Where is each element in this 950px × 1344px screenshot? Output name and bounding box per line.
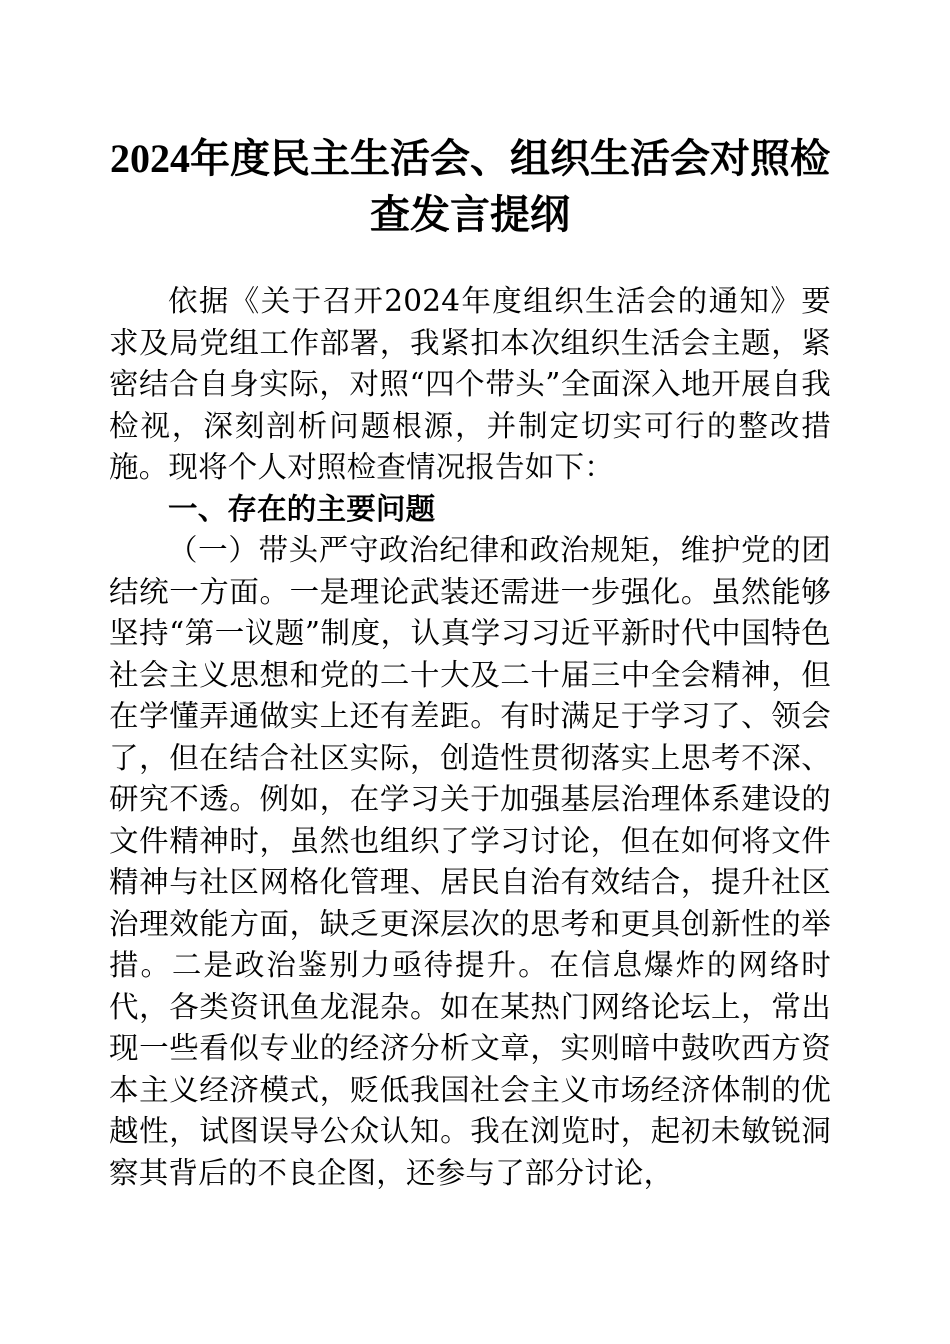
page-content [109,0,831,1194]
paragraph-item-one: （一）带头严守政治纪律和政治规矩，维护党的团结统一方面。一是理论武装还需进一步强化。虽然能够坚持“第一议题”制度，认真学习习近平新时代中国特色社会主义思想和党的二十大及二十届三中全会精神，但在学懂弄通做实上还有差距。有时满足于学习了、领会了，但在结合社区实际，创造性贯彻落实上思考不深、研究不透。例如，在学习关于加强基层治理体系建设的文件精神时，虽然也组织了学习讨论，但在如何将文件精神与社区网格化管理、居民自治有效结合，提升社区治理效能方面，缺乏更深层次的思考和更具创新性的举措。二是政治鉴别力亟待提升。在信息爆炸的网络时代，各类资讯鱼龙混杂。如在某热门网络论坛上，常出现一些看似专业的经济分析文章，实则暗中鼓吹西方资本主义经济模式，贬低我国社会主义市场经济体制的优越性，试图误导公众认知。我在浏览时，起初未敏锐洞察其背后的不良企图，还参与了部分讨论， [109,533,831,1190]
page-title: 2024年度民主生活会、组织生活会对照检查发言提纲 [110,136,830,237]
heading-section-one: 一、存在的主要问题 [168,492,436,526]
document-body [109,281,831,1194]
paragraph-intro: 依据《关于召开2024年度组织生活会的通知》要求及局党组工作部署，我紧扣本次组织生活会主题，紧密结合自身实际，对照“四个带头”全面深入地开展自我检视，深刻剖析问题根源，并制定切实可行的整改措施。现将个人对照检查情况报告如下： [109,284,831,484]
